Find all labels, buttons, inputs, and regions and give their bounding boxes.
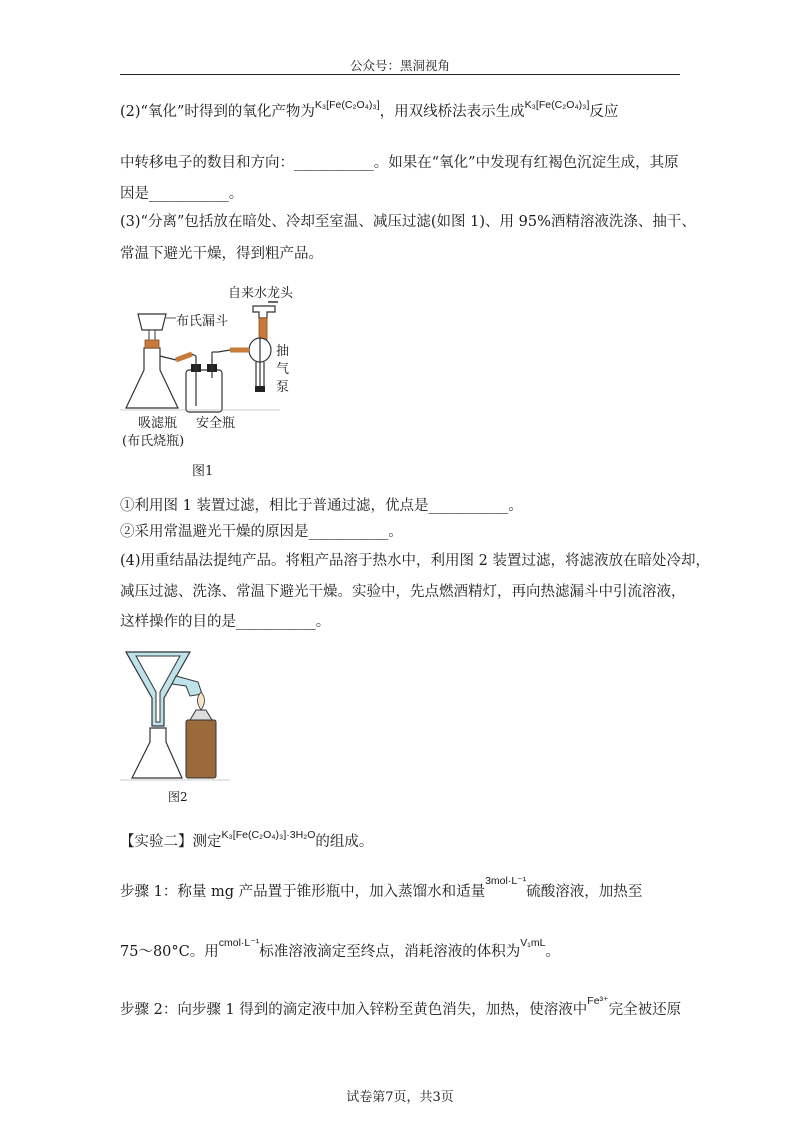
p4-line2: 减压过滤、洗涤、常温下避光干燥。实验中，先点燃酒精灯，再向热滤漏斗中引流溶液，	[120, 584, 686, 600]
p2-line2: 中转移电子的数目和方向：___________。如果在“氧化”中发现有红褐色沉淀生成，其原	[120, 155, 679, 171]
label-filter-flask: 吸滤瓶	[138, 416, 178, 431]
question-2: ②采用常温避光干燥的原因是___________。	[120, 524, 403, 540]
label-pump-3: 泵	[276, 380, 290, 395]
step2-a: 步骤 2：向步骤 1 得到的滴定液中加入锌粉至黄色消失，加热，使溶液中	[120, 1002, 588, 1018]
filter-flask	[126, 348, 178, 408]
p2-line1-c: 反应	[589, 104, 619, 120]
formula-k3-complex-b: K₃[Fe(C₂O₄)₃]	[524, 99, 590, 111]
faucet-icon	[253, 306, 275, 318]
label-safety-bottle: 安全瓶	[196, 416, 236, 431]
page-header: 公众号：黑洞视角	[349, 58, 450, 73]
figure2-apparatus	[120, 646, 240, 786]
step1-e: 。	[545, 944, 560, 960]
label-pump-1: 抽	[276, 344, 290, 359]
p2-line1-b: ，用双线桥法表示生成	[379, 104, 525, 120]
exp2-b: 的组成。	[315, 834, 374, 850]
buchner-funnel	[138, 314, 166, 330]
formula-fe-ion: Fe³⁺	[587, 995, 609, 1007]
page-footer: 试卷第7页，共3页	[346, 1090, 454, 1105]
step1-c: 75～80°C。用	[120, 944, 219, 960]
step1-d: 标准溶液滴定至终点，消耗溶液的体积为	[259, 944, 521, 960]
step1-line2	[120, 937, 560, 963]
figure1-caption: 图1	[192, 464, 214, 479]
safety-bottle	[186, 370, 222, 412]
receiving-flask	[132, 728, 182, 778]
step1-a: 步骤 1：称量 mg 产品置于锥形瓶中，加入蒸馏水和适量	[120, 884, 486, 900]
step2-b: 完全被还原	[608, 1002, 682, 1018]
formula-k3-hydrate: K₃[Fe(C₂O₄)₃]·3H₂O	[221, 829, 316, 841]
label-buchner-funnel: 布氏漏斗	[176, 314, 229, 329]
header-rule	[120, 74, 680, 75]
question-1: ①利用图 1 装置过滤，相比于普通过滤，优点是___________。	[120, 498, 523, 514]
p2-line1-a: (2)“氧化”时得到的氧化产物为	[120, 104, 315, 120]
p2-line3: 因是___________。	[120, 186, 244, 202]
experiment2-line	[120, 829, 374, 853]
formula-titrant-conc: cmol·L⁻¹	[218, 937, 260, 949]
p2-line1	[120, 99, 619, 123]
step1-b: 硫酸溶液，加热至	[526, 884, 643, 900]
step2-line	[120, 995, 682, 1021]
alcohol-lamp	[186, 720, 216, 778]
label-filter-flask-alt: (布氏烧瓶)	[122, 434, 185, 449]
exp2-a: 【实验二】测定	[120, 834, 222, 850]
p3-line2: 常温下避光干燥，得到粗产品。	[120, 246, 323, 262]
formula-acid-conc: 3mol·L⁻¹	[485, 875, 527, 887]
p3-line1: (3)“分离”包括放在暗处、冷却至室温、减压过滤(如图 1)、用 95%酒精溶液洗涤、抽干、	[120, 214, 696, 230]
label-faucet: 自来水龙头	[228, 286, 294, 301]
formula-volume: V₁mL	[520, 937, 546, 949]
p4-line1: (4)用重结晶法提纯产品。将粗产品溶于热水中，利用图 2 装置过滤，将滤液放在暗处冷却，	[120, 553, 710, 569]
figure2-caption: 图2	[168, 790, 188, 804]
funnel-stopper	[145, 340, 159, 348]
pump-outlet	[255, 386, 265, 392]
formula-k3-complex-a: K₃[Fe(C₂O₄)₃]	[314, 99, 380, 111]
label-pump-2: 气	[276, 362, 290, 377]
p4-line3: 这样操作的目的是___________。	[120, 614, 331, 630]
